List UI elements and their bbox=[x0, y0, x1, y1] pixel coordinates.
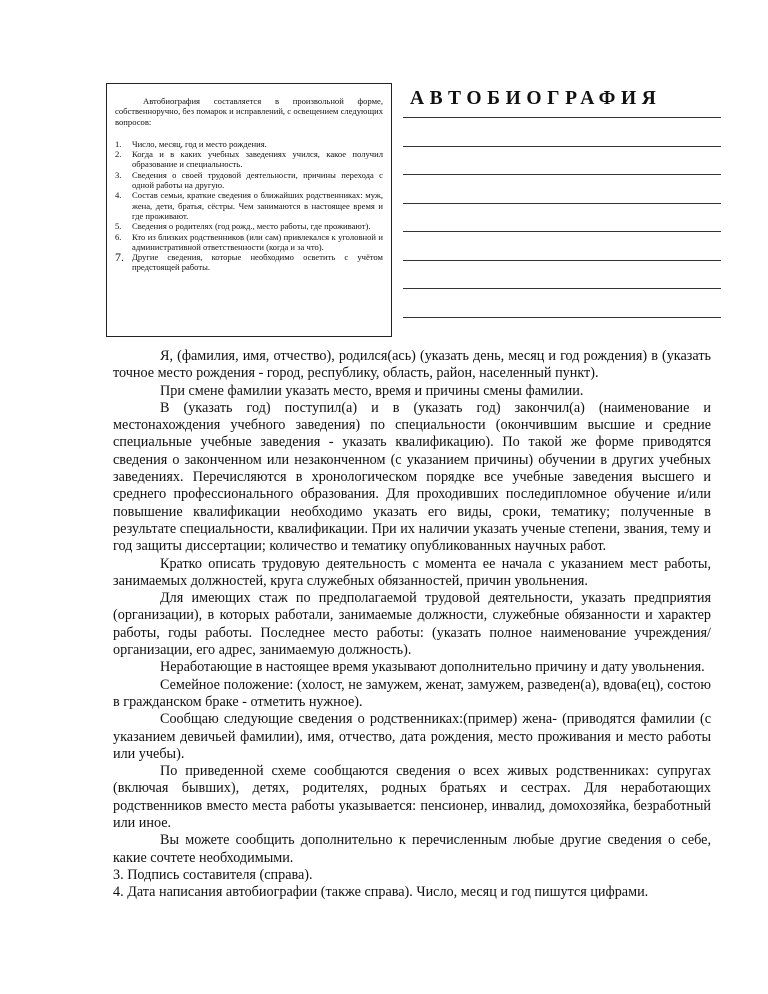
instruction-text: Когда и в каких учебных заведениях учился, какое получил образование и специальность. bbox=[132, 149, 383, 170]
paragraph: По приведенной схеме сообщаются сведения о всех живых родственниках: супругах (включая бывших), детях, родителях, родных братьях и сестрах. Для неработающих родственников вместо места работы указывается: пенсионер, инвалид, домохозяйка, безработный или иное. bbox=[113, 763, 711, 832]
document-title: АВТОБИОГРАФИЯ bbox=[410, 88, 662, 109]
writing-line bbox=[403, 260, 721, 261]
writing-line bbox=[403, 288, 721, 289]
writing-line bbox=[403, 203, 721, 204]
instruction-number: 2. bbox=[115, 149, 122, 160]
paragraph: При смене фамилии указать место, время и причины смены фамилии. bbox=[160, 382, 584, 399]
paragraph: Сообщаю следующие сведения о родственниках:(пример) жена- (приводятся фамилии (с указанием девичьей фамилии), имя, отчество, дата рождения, место проживания и место работы или учебы). bbox=[113, 711, 711, 762]
instructions-list bbox=[115, 139, 383, 273]
instruction-item bbox=[115, 232, 383, 253]
paragraph: 4. Дата написания автобиографии (также справа). Число, месяц и год пишутся цифрами. bbox=[113, 884, 649, 901]
paragraph: 3. Подпись составителя (справа). bbox=[113, 866, 313, 883]
instruction-text: Сведения о своей трудовой деятельности, причины перехода с одной работы на другую. bbox=[132, 169, 383, 191]
instruction-item bbox=[115, 149, 383, 170]
paragraph: В (указать год) поступил(а) и в (указать год) закончил(а) (наименование и местонахождения учебного заведения) по специальности (окончившим высшие и средние специальные учебные заведения - указать квалификацию). По такой же форме приводятся сведения о законченном или незаконченном (с указанием причины) обучении в других учебных заведениях. Перечисляются в хронологическом порядке все учебные заведения высшего и среднего профессионального образования. Для проходивших последипломное обучение и/или повышение квалификации необходимо указать его виды, сроки, тематику; полученные в результате специальности, квалификации. При их наличии указать ученые степени, звания, тему и год защиты диссертации; количество и тематику опубликованных научных работ. bbox=[113, 399, 711, 555]
instruction-item bbox=[115, 190, 383, 221]
writing-line bbox=[403, 117, 721, 118]
paragraph: Кратко описать трудовую деятельность с момента ее начала с указанием мест работы, занимаемых должностей, круга служебных обязанностей, причин увольнения. bbox=[113, 555, 711, 589]
instruction-item bbox=[115, 139, 383, 149]
instruction-number: 5. bbox=[115, 221, 122, 232]
instruction-text: Число, месяц, год и место рождения. bbox=[132, 138, 267, 149]
writing-line bbox=[403, 174, 721, 175]
paragraph: Вы можете сообщить дополнительно к перечисленным любые другие сведения о себе, какие сочтете необходимыми. bbox=[113, 832, 711, 866]
paragraph: Неработающие в настоящее время указывают дополнительно причину и дату увольнения. bbox=[160, 659, 705, 676]
paragraph: Я, (фамилия, имя, отчество), родился(ась) (указать день, месяц и год рождения) в (указать точное место рождения - город, республику, область, район, населенный пункт). bbox=[113, 348, 711, 382]
instruction-item bbox=[115, 252, 383, 273]
instruction-text: Состав семьи, краткие сведения о ближайших родственниках: муж, жена, дети, братья, сёстры. Чем занимаются в настоящее время и где проживают. bbox=[132, 190, 383, 221]
instruction-text: Сведения о родителях (год рожд., место работы, где проживают). bbox=[132, 221, 371, 232]
instruction-item bbox=[115, 221, 383, 231]
instruction-item bbox=[115, 170, 383, 191]
paragraph: Семейное положение: (холост, не замужем, женат, замужем, разведен(а), вдова(ец), состою в гражданском браке - отметить нужное). bbox=[113, 676, 711, 710]
instruction-number: 4. bbox=[115, 190, 122, 201]
instruction-number: 6. bbox=[115, 231, 122, 242]
writing-line bbox=[403, 146, 721, 147]
instruction-text: Кто из близких родственников (или сам) привлекался к уголовной и административной ответственности (когда и за что). bbox=[132, 231, 383, 252]
writing-line bbox=[403, 231, 721, 232]
instruction-number: 1. bbox=[115, 138, 122, 149]
writing-line bbox=[403, 317, 721, 318]
instruction-number: 7. bbox=[115, 250, 124, 265]
body-text bbox=[113, 348, 711, 902]
instructions-box bbox=[106, 83, 392, 337]
instruction-number: 3. bbox=[115, 169, 122, 180]
instruction-text: Другие сведения, которые необходимо осветить с учётом предстоящей работы. bbox=[132, 252, 383, 273]
instructions-intro: Автобиография составляется в произвольной форме, собственноручно, без помарок и исправлений, с освещением следующих вопросов: bbox=[115, 96, 383, 127]
paragraph: Для имеющих стаж по предполагаемой трудовой деятельности, указать предприятия (организации), в которых работали, занимаемые должности, служебные обязанности и характер работы, годы работы. Последнее место работы: (указать полное наименование учреждения/организации, его адрес, занимаемую должность). bbox=[113, 590, 711, 659]
